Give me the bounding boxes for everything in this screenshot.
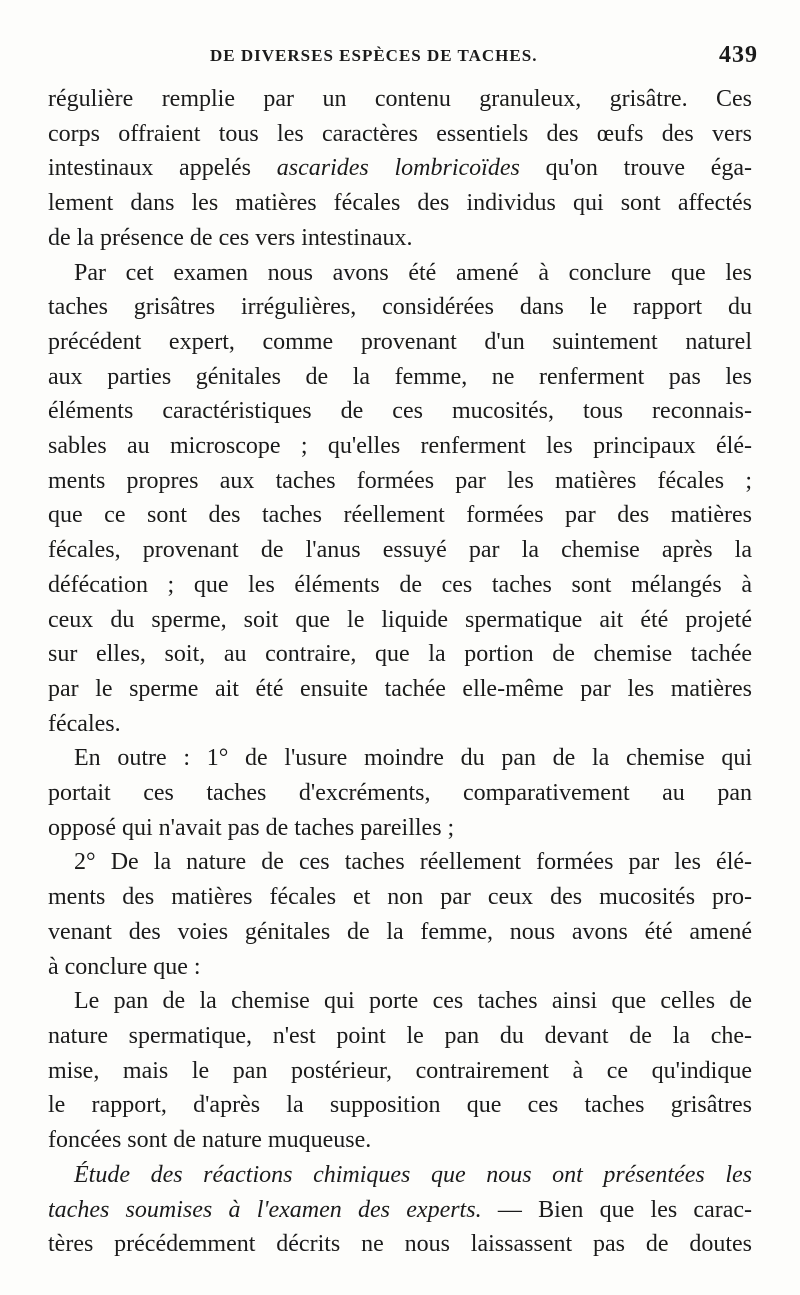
text-line: Le pan de la chemise qui porte ces taches ainsi que celles de (74, 988, 752, 1015)
text-line (48, 151, 752, 186)
text-line (48, 1158, 752, 1193)
text-line: à conclure que : (48, 953, 201, 980)
text-line: par le sperme ait été ensuite tachée elle-même par les matières (48, 675, 752, 702)
text-line: 2° De la nature de ces taches réellement formées par les élé- (74, 849, 752, 876)
text-line: taches grisâtres irrégulières, considérées dans le rapport du (48, 294, 752, 321)
text-line: le rapport, d'après la supposition que ces taches grisâtres (48, 1092, 752, 1119)
text-line: sur elles, soit, au contraire, que la portion de chemise tachée (48, 641, 752, 668)
text-line: régulière remplie par un contenu granuleux, grisâtre. Ces (48, 86, 752, 112)
text-line: lement dans les matières fécales des individus qui sont affectés (48, 190, 752, 217)
text-line: que ce sont des taches réellement formées par des matières (48, 502, 752, 529)
italic-term: ascarides lombricoïdes (276, 155, 520, 182)
text-line: ments des matières fécales et non par ceux des mucosités pro- (48, 884, 752, 911)
text-line: portait ces taches d'excréments, comparativement au pan (48, 780, 752, 807)
text-line: nature spermatique, n'est point le pan du devant de la che- (48, 1022, 752, 1049)
text-segment: — Bien que les carac- (497, 1196, 753, 1223)
text-line: précédent expert, comme provenant d'un suintement naturel (48, 328, 752, 355)
running-header (48, 38, 758, 82)
text-line: Par cet examen nous avons été amené à conclure que les (74, 259, 752, 286)
text-line: opposé qui n'avait pas de taches pareilles ; (48, 814, 455, 841)
text-segment: qu'on trouve éga- (545, 155, 753, 182)
page-body (48, 82, 752, 1262)
text-line: corps offraient tous les caractères essentiels des œufs des vers (48, 120, 752, 147)
text-line (48, 1193, 752, 1228)
text-line: fécales. (48, 710, 121, 737)
text-line: En outre : 1° de l'usure moindre du pan de la chemise qui (74, 745, 752, 772)
text-line: défécation ; que les éléments de ces taches sont mélangés à (48, 571, 752, 598)
text-line: ceux du sperme, soit que le liquide spermatique ait été projeté (48, 606, 752, 633)
text-line: ments propres aux taches formées par les matières fécales ; (48, 467, 752, 494)
page-number: 439 (719, 42, 758, 68)
section-heading-italic: Étude des réactions chimiques que nous ont présentées les (74, 1161, 752, 1188)
book-page (48, 38, 758, 1262)
text-line: mise, mais le pan postérieur, contrairement à ce qu'indique (48, 1057, 752, 1084)
text-line: aux parties génitales de la femme, ne renferment pas les (48, 363, 752, 390)
text-line: venant des voies génitales de la femme, nous avons été amené (48, 918, 752, 945)
text-line: sables au microscope ; qu'elles renferment les principaux élé- (48, 433, 752, 460)
section-heading-italic: taches soumises à l'examen des experts. (48, 1196, 482, 1223)
text-line: tères précédemment décrits ne nous laissassent pas de doutes (48, 1231, 752, 1258)
text-line: fécales, provenant de l'anus essuyé par la chemise après la (48, 537, 752, 564)
running-title: DE DIVERSES ESPÈCES DE TACHES. (210, 46, 538, 65)
text-segment: intestinaux appelés (48, 155, 252, 182)
text-line: de la présence de ces vers intestinaux. (48, 224, 413, 251)
text-line: foncées sont de nature muqueuse. (48, 1127, 372, 1154)
text-line: éléments caractéristiques de ces mucosités, tous reconnais- (48, 398, 752, 425)
